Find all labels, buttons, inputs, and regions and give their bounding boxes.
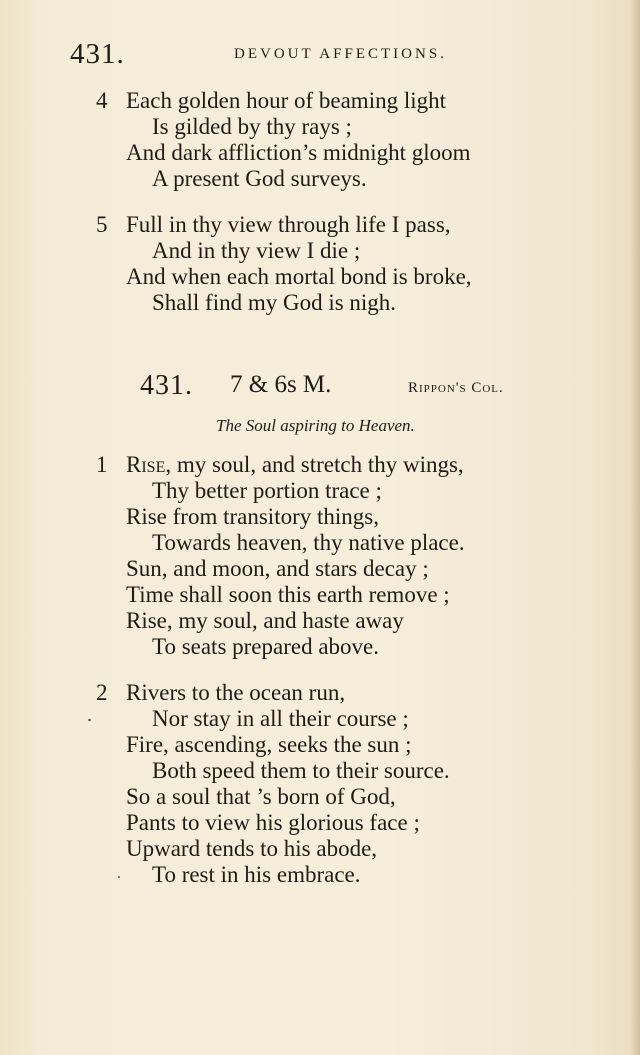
line-text: And in thy view I die ; <box>152 238 361 263</box>
verse-line <box>96 478 556 504</box>
verse-line <box>96 290 556 316</box>
line-text: Towards heaven, thy native place. <box>152 530 465 555</box>
verse-line <box>96 212 556 238</box>
page-edge-shadow <box>630 0 640 1055</box>
ink-speck <box>118 876 120 878</box>
line-text: Time shall soon this earth remove ; <box>126 582 450 607</box>
line-text: And when each mortal bond is broke, <box>126 264 472 289</box>
stanza-prev-5 <box>96 212 556 316</box>
verse-line <box>96 166 556 192</box>
verse-line <box>96 810 556 836</box>
verse-line <box>96 504 556 530</box>
hymn-number: 431. <box>140 370 193 401</box>
line-text: Rise, my soul, and haste away <box>126 608 404 633</box>
line-rest: my soul, and stretch thy wings, <box>171 452 464 477</box>
line-text: Is gilded by thy rays ; <box>152 114 352 139</box>
line-text: A present God surveys. <box>152 166 367 191</box>
line-text: Pants to view his glorious face ; <box>126 810 420 835</box>
verse-line <box>96 784 556 810</box>
verse-line <box>96 88 556 114</box>
verse-line <box>96 732 556 758</box>
line-text: Thy better portion trace ; <box>152 478 382 503</box>
line-text <box>126 452 464 478</box>
verse-line <box>96 452 556 478</box>
line-text: Fire, ascending, seeks the sun ; <box>126 732 412 757</box>
verse-line <box>96 608 556 634</box>
first-word: Rise, <box>126 452 172 477</box>
running-title: DEVOUT AFFECTIONS. <box>234 46 447 62</box>
verse-line <box>96 530 556 556</box>
verse-line <box>96 680 556 706</box>
line-text: To rest in his embrace. <box>152 862 361 887</box>
verse-line <box>96 556 556 582</box>
hymn-source: Rippon's Col. <box>408 380 504 396</box>
page-header <box>70 38 590 74</box>
verse-line <box>96 836 556 862</box>
verse-line <box>96 634 556 660</box>
page-number: 431. <box>70 38 125 70</box>
stanza-prev-4 <box>96 88 556 192</box>
stanza-number: 5 <box>96 212 108 237</box>
verse-line <box>96 706 556 732</box>
verse-line <box>96 264 556 290</box>
line-text: Rivers to the ocean run, <box>126 680 346 705</box>
verse-line <box>96 582 556 608</box>
hymn-meter: 7 & 6s M. <box>230 371 332 398</box>
stanza-1 <box>96 452 556 660</box>
line-text: Nor stay in all their course ; <box>152 706 409 731</box>
line-text: And dark affliction’s midnight gloom <box>126 140 471 165</box>
stanza-number: 4 <box>96 88 108 113</box>
line-text: So a soul that ’s born of God, <box>126 784 396 809</box>
verse-line <box>96 758 556 784</box>
line-text: To seats prepared above. <box>152 634 380 659</box>
hymn-heading <box>140 370 540 404</box>
line-text: Rise from transitory things, <box>126 504 379 529</box>
ink-speck <box>88 719 91 721</box>
verse-line <box>96 238 556 264</box>
stanza-number: 2 <box>96 680 108 705</box>
verse-line <box>96 140 556 166</box>
verse-line <box>96 862 556 888</box>
line-text: Both speed them to their source. <box>152 758 450 783</box>
line-text: Shall find my God is nigh. <box>152 290 397 315</box>
verse-line <box>96 114 556 140</box>
stanza-number: 1 <box>96 452 108 477</box>
stanza-2 <box>96 680 556 888</box>
hymn-subtitle: The Soul aspiring to Heaven. <box>216 416 415 435</box>
line-text: Full in thy view through life I pass, <box>126 212 451 237</box>
line-text: Upward tends to his abode, <box>126 836 378 861</box>
line-text: Each golden hour of beaming light <box>126 88 447 113</box>
line-text: Sun, and moon, and stars decay ; <box>126 556 429 581</box>
